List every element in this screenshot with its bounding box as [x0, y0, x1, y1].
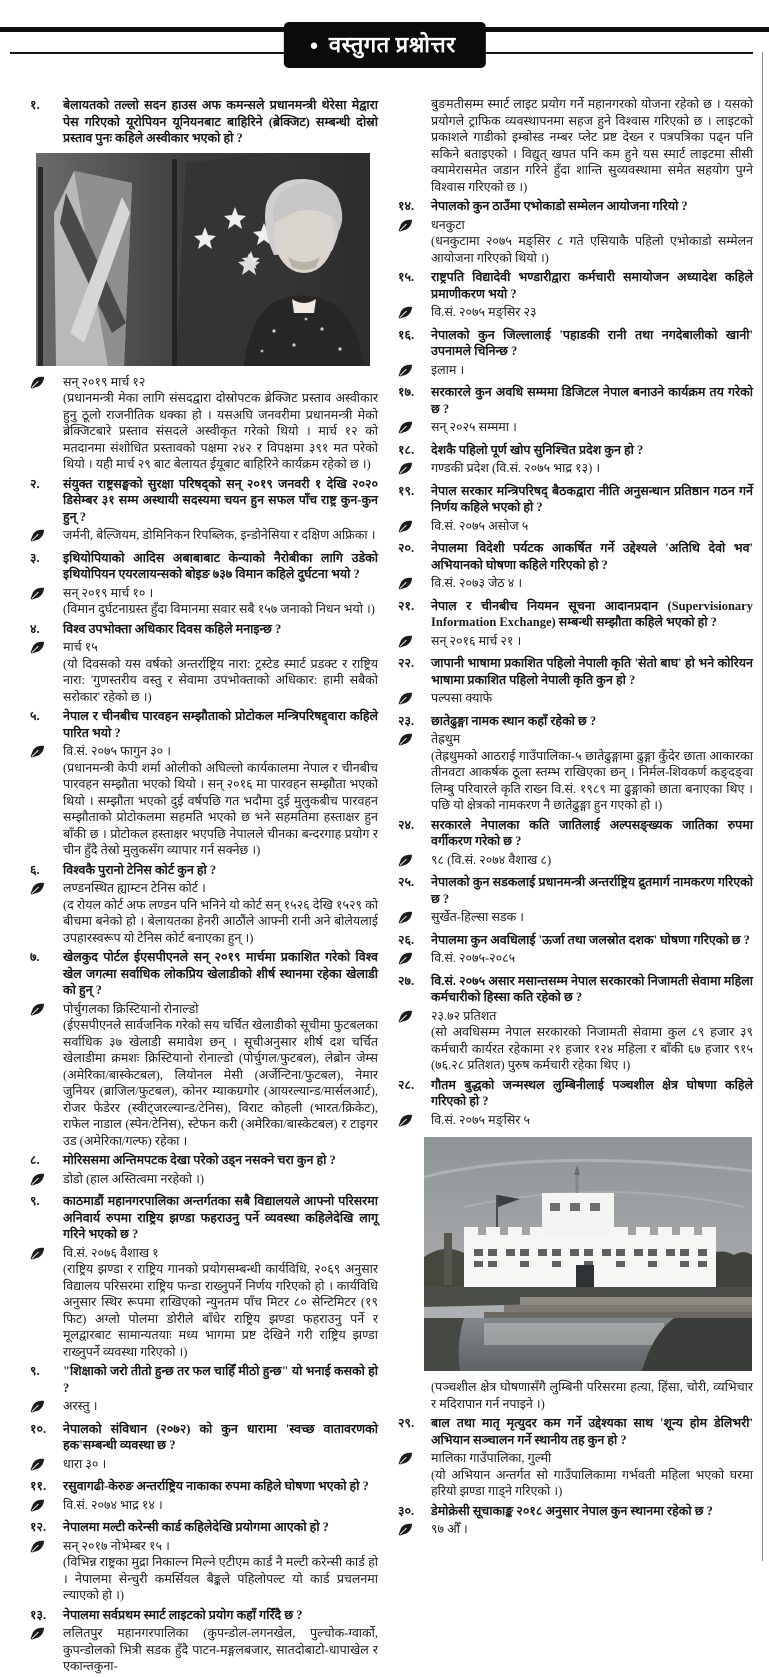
- answer-item: [398, 909, 753, 929]
- question-text: देशकै पहिलो पूर्ण खोप सुनिश्चित प्रदेश कुन हो ?: [431, 442, 644, 457]
- question-item: [30, 550, 378, 583]
- answer-item: [398, 419, 753, 439]
- answer-text: [63, 585, 378, 618]
- question-text: गौतम बुद्धको जन्मस्थल लुम्बिनीलाई पञ्चशील क्षेत्र घोषणा कहिले गरिएको हो ?: [431, 1077, 753, 1108]
- answer-pen-icon: [30, 1003, 45, 1016]
- answer-text: [63, 1497, 378, 1517]
- answer-item: [398, 217, 753, 267]
- answer-text: [431, 1008, 753, 1074]
- answer-note: (विमान दुर्घटनाग्रस्त हुँदा विमानमा सवार सबै १५७ जनाको निधन भयो ।): [63, 602, 375, 616]
- answer-item: [30, 374, 378, 473]
- answer-value: सन् २०१६ मार्च २१ ।: [431, 633, 522, 648]
- answer-note: (यो अभियान अन्तर्गत सो गाउँपालिकामा गर्भवती महिला भएको घरमा हरियो झण्डा गाड्ने गरिएको ।): [431, 1467, 753, 1498]
- question-number: २४.: [398, 817, 415, 832]
- answer-value: डोडो (हाल अस्तित्वमा नरहेको ।): [63, 1171, 205, 1186]
- question-number: २९.: [398, 1416, 415, 1430]
- question-text: "शिक्षाको जरो तीतो हुन्छ तर फल चाहिँ मीठो हुन्छ" यो भनाई कसको हो ?: [63, 1364, 378, 1395]
- answer-text: [63, 1538, 378, 1604]
- answer-item: [398, 362, 753, 382]
- question-item: [398, 442, 753, 459]
- question-number: ११.: [30, 1479, 47, 1493]
- answer-value: मालिका गाउँपालिका, गुल्मी: [431, 1451, 552, 1465]
- question-number: ३०.: [398, 1503, 415, 1518]
- answer-text: [63, 1398, 378, 1418]
- question-text: वि.सं. २०७५ असार मसान्तसम्म नेपाल सरकारको निजामती सेवामा महिला कर्मचारीको हिस्सा कति रहेको छ ?: [431, 973, 753, 1004]
- answer-value: लण्डनस्थित ह्याम्टन टेनिस कोर्ट ।: [63, 881, 206, 895]
- answer-value: तेह्रथुम: [431, 732, 461, 746]
- answer-text: [431, 460, 753, 480]
- question-item: [30, 1363, 378, 1396]
- answer-text: [431, 1450, 753, 1500]
- answer-value: धनकुटा: [431, 217, 465, 232]
- question-item: [30, 1607, 378, 1624]
- answer-value: ९८ (वि.सं. २०७४ वैशाख ८): [431, 852, 552, 867]
- answer-value: धारा ३० ।: [63, 1456, 107, 1471]
- answer-pen-icon: [398, 1010, 413, 1023]
- question-item: [398, 483, 753, 516]
- question-number: २५.: [398, 875, 415, 889]
- question-number: २३.: [398, 713, 415, 728]
- answer-pen-icon: [398, 306, 413, 319]
- answer-note: (प्रधानमन्त्री मेका लागि संसदद्वारा दोस्रोपटक ब्रेक्जिट प्रस्ताव अस्वीकार हुनु ठूलो राजनीतिक धक्का हो । यसअघि जनवरीमा प्रधानमन्त्री मेको ब्रेक्जिटबारे प्रस्ताव संसदले अस्वीकृत गरेको थियो । मार्च १२ को मतदानमा संशोधित प्रस्तावको पक्षमा २४२ र विपक्षमा ३९१ मत परेको थियो । यही मार्च २९ बाट बेलायत ईयूबाट बाहिरिने कार्यक्रम रहेको छ ।): [63, 391, 378, 471]
- answer-marker: [30, 880, 63, 946]
- question-number: ६.: [30, 862, 40, 877]
- question-text: विश्व उपभोक्ता अधिकार दिवस कहिले मनाइन्छ ?: [63, 621, 282, 636]
- answer-note: (तेह्रथुमको आठराई गाउँपालिका-५ छातेढुङ्गामा ढुङ्गा कुँदेर छाता आकारका तीनवटा आकर्षक ठूला स्तम्भ राखिएका छन् । निर्मल-शिवकर्ण कङ्दङ्वा लिम्बु परिवारले कृति राख्न वि.सं. १९८९ मा ढुङ्गाको छाता बनाएका थिए । पछि यो क्षेत्रको नामकरण नै छातेढुङ्गा हुन गएको हो ।): [431, 748, 753, 812]
- answer-note: (प्रधानमन्त्री केपी शर्मा ओलीको अघिल्लो कार्यकालमा नेपाल र चीनबीच पारवहन सम्झौता भएको थियो । सन् २०१६ मा पारवहन सम्झौता भएको थियो । सम्झौता भएको दुई वर्षपछि गत भदौमा दुई मुलुकबीच पारवहन सम्झौताको प्रोटोकलमा सहमति भएको छ भने सहमतिमा हस्ताक्षर हुन बाँकी छ । प्रोटोकल हस्ताक्षर भएपछि नेपालले चीनका बन्दरगाह प्रयोग र चीन हुँदै तेस्रो मुलुकसँग व्यापार गर्न सक्नेछ ।): [63, 760, 378, 857]
- question-text: इथियोपियाको आदिस अबाबाबाट केन्याको नैरोबीका लागि उडेको इथियोपियन एयरलायन्सको बोइङ ७३७ विमान कहिले दुर्घटना भयो ?: [63, 550, 378, 581]
- answer-marker: [398, 304, 431, 324]
- question-text: नेपालमा कुन अवधिलाई 'ऊर्जा तथा जलस्रोत दशक' घोषणा गरिएको छ ?: [431, 932, 750, 947]
- question-number: १३.: [30, 1607, 47, 1622]
- answer-item: [398, 731, 753, 814]
- question-text: मोरिससमा अन्तिमपटक देखा परेको उड्न नसक्ने चरा कुन हो ?: [63, 1153, 336, 1167]
- answer-item: [398, 1521, 753, 1541]
- question-number: १२.: [30, 1520, 47, 1534]
- question-text: सरकारले कुन अवधि सम्ममा डिजिटल नेपाल बनाउने कार्यक्रम तय गरेको छ ?: [431, 385, 753, 416]
- question-text: नेपालको कुन ठाउँमा एभोकाडो सम्मेलन आयोजना गरियो ?: [431, 199, 688, 213]
- page-title-text: वस्तुगत प्रश्नोत्तर: [328, 32, 456, 57]
- answer-value: सन् २०२५ सम्ममा ।: [431, 420, 517, 434]
- answer-text: [431, 1112, 753, 1132]
- answer-marker: [398, 1112, 431, 1132]
- answer-marker: [398, 1521, 431, 1541]
- question-text: नेपालमा सर्वप्रथम स्मार्ट लाइटको प्रयोग कहाँ गरिँदै छ ?: [63, 1607, 303, 1622]
- question-item: [398, 973, 753, 1006]
- answer-pen-icon: [30, 641, 45, 654]
- answer-value: वि.सं. २०७४ भाद्र १४ ।: [63, 1497, 163, 1512]
- answer-value: २३.७२ प्रतिशत: [431, 1008, 497, 1023]
- answer-item: [398, 690, 753, 710]
- answer-item: [398, 460, 753, 480]
- answer-item: [30, 1625, 378, 1675]
- answer-text: [431, 852, 753, 872]
- answer-item: [398, 304, 753, 324]
- answer-marker: [30, 1538, 63, 1604]
- header: [0, 22, 769, 84]
- question-text: नेपालमा विदेशी पर्यटक आकर्षित गर्ने उद्देश्यले 'अतिथि देवो भव' अभियानको घोषणा कहिले गरिएको हो ?: [431, 541, 753, 572]
- answer-item: [398, 575, 753, 595]
- answer-text: [431, 518, 753, 538]
- question-text: नेपाल सरकार मन्त्रिपरिषद् बैठकद्वारा नीति अनुसन्धान प्रतिष्ठान गठन गर्ने निर्णय कहिले भएको हो ?: [431, 483, 753, 514]
- question-item: [398, 327, 753, 360]
- answer-pen-icon: [398, 364, 413, 377]
- answer-text: [63, 1456, 378, 1476]
- question-item: [30, 1421, 378, 1454]
- answer-value: वि.सं. २०७५ असोज ५: [431, 518, 529, 533]
- question-number: २७.: [398, 973, 415, 988]
- answer-marker: [30, 1245, 63, 1361]
- page-title: [283, 22, 485, 68]
- answer-marker: [398, 690, 431, 710]
- bullet-icon: ●: [309, 38, 319, 54]
- answer-value: अरस्तु ।: [63, 1399, 98, 1413]
- answer-value: पोर्चुगलका क्रिस्टियानो रोनाल्डो: [63, 1001, 199, 1016]
- question-text: बेलायतको तल्लो सदन हाउस अफ कमन्सले प्रधानमन्त्री थेरेसा मेद्वारा पेस गरिएको यूरोपियन यूनियनबाट बाहिरिने (ब्रेक्जिट) सम्बन्धी दोस्रो प्रस्ताव पुनः कहिले अस्वीकार भएको हो ?: [63, 98, 378, 145]
- answer-item: [30, 880, 378, 946]
- answer-marker: [398, 731, 431, 814]
- question-number: १४.: [398, 199, 415, 213]
- question-item: [398, 1503, 753, 1520]
- question-text: सरकारले नेपालका कति जातिलाई अल्पसङ्ख्यक जातिका रुपमा वर्गीकरण गरेको छ ?: [431, 817, 753, 848]
- answer-marker: [398, 1450, 431, 1500]
- question-text: जापानी भाषामा प्रकाशित पहिलो नेपाली कृति 'सेतो बाघ' हो भने कोरियन भाषामा प्रकाशित पहिलो नेपाली कृति कुन हो ?: [431, 656, 753, 687]
- content-columns: [0, 84, 769, 1677]
- question-number: १९.: [398, 483, 415, 498]
- question-text: नेपालमा मल्टी करेन्सी कार्ड कहिलेदेखि प्रयोगमा आएको हो ?: [63, 1520, 329, 1534]
- question-text: काठमाडौं महानगरपालिका अन्तर्गतका सबै विद्यालयले आफ्नो परिसरमा अनिवार्य रुपमा राष्ट्रिय झण्डा फहराउनु पर्ने व्यवस्था कहिलेदेखि लागू गरिने भएको छ ?: [63, 1194, 378, 1241]
- answer-text: [431, 731, 753, 814]
- question-item: [398, 932, 753, 949]
- answer-pen-icon: [398, 421, 413, 434]
- question-item: [30, 1193, 378, 1243]
- answer-marker: [398, 950, 431, 970]
- question-text: नेपाल र चीनबीच पारवहन सम्झौताको प्रोटोकल मन्त्रिपरिषद्द्वारा कहिले पारित भयो ?: [63, 709, 378, 740]
- answer-item: [30, 585, 378, 618]
- answer-marker: [30, 585, 63, 618]
- answer-note: (यो दिवसको यस वर्षको अन्तर्राष्ट्रिय नारा: ट्रस्टेड स्मार्ट प्रडक्ट र राष्ट्रिय नारा: 'गुणस्तरीय वस्तु र सेवामा उपभोक्ताको अधिकार: हामी सबैको सरोकार' रहेको छ ।): [63, 656, 378, 704]
- answer-marker: [30, 1625, 63, 1675]
- answer-value: गण्डकी प्रदेश (वि.सं. २०७५ भाद्र १३) ।: [431, 461, 601, 475]
- question-number: २१.: [398, 598, 415, 613]
- answer-text: [431, 575, 753, 595]
- answer-value: सन् २०१९ मार्च १२: [63, 374, 146, 389]
- answer-text: [63, 639, 378, 705]
- question-item: [398, 874, 753, 907]
- answer-text: [63, 1245, 378, 1361]
- question-text: नेपालको कुन जिल्लालाई 'पहाडकी रानी तथा नगदेबालीको खानी' उपनामले चिनिन्छ ?: [431, 327, 753, 358]
- question-text: छातेढुङ्गा नामक स्थान कहाँ रहेको छ ?: [431, 713, 597, 728]
- question-number: ७.: [30, 950, 40, 964]
- answer-item: [30, 1171, 378, 1191]
- answer-pen-icon: [30, 1540, 45, 1553]
- answer-value: ९७ औँ ।: [431, 1522, 468, 1536]
- answer-pen-icon: [398, 1114, 413, 1127]
- answer-marker: [398, 362, 431, 382]
- answer-value: मार्च १५: [63, 640, 98, 654]
- answer-pen-icon: [30, 587, 45, 600]
- column-right: [398, 94, 753, 1677]
- question-number: ९.: [30, 1364, 40, 1378]
- answer-item: [30, 1456, 378, 1476]
- question-number: १८.: [398, 442, 415, 457]
- answer-marker: [30, 639, 63, 705]
- answer-pen-icon: [398, 911, 413, 924]
- question-item: [398, 384, 753, 417]
- question-item: [30, 621, 378, 638]
- question-text: बाल तथा मातृ मृत्युदर कम गर्ने उद्देश्यका साथ 'शून्य होम डेलिभरी' अभियान सञ्चालन गर्ने स्थानीय तह कुन हो ?: [431, 1416, 753, 1447]
- question-item: [398, 1415, 753, 1448]
- answer-text: [431, 217, 753, 267]
- answer-item: [398, 950, 753, 970]
- question-item: [398, 198, 753, 215]
- question-item: [30, 1152, 378, 1169]
- answer-text: [431, 304, 753, 324]
- answer-text: [431, 690, 753, 710]
- question-text: नेपालको संविधान (२०७२) को कुन धारामा 'स्वच्छ वातावरणको हक'सम्बन्धी व्यवस्था छ ?: [63, 1421, 378, 1452]
- question-number: ५.: [30, 709, 40, 723]
- answer-pen-icon: [30, 376, 45, 389]
- answer-pen-icon: [398, 854, 413, 867]
- question-number: १५.: [398, 270, 415, 284]
- answer-pen-icon: [398, 462, 413, 475]
- answer-marker: [398, 852, 431, 872]
- answer-note: (विभिन्न राष्ट्रका मुद्रा निकाल्न मिल्ने एटीएम कार्ड नै मल्टी करेन्सी कार्ड हो । नेपालमा सेन्चुरी कमर्सियल बैङ्कले पहिलोपल्ट यो कार्ड प्रचलनमा ल्याएको हो ।): [63, 1555, 378, 1602]
- answer-pen-icon: [398, 1523, 413, 1536]
- question-text: नेपाल र चीनबीच नियमन सूचना आदानप्रदान (Supervisionary Information Exchange) सम्बन्धी सम्झौता कहिले भएको हो ?: [431, 598, 753, 629]
- answer-text: [431, 1521, 753, 1541]
- answer-value: वि.सं. २०७५ मङ्सिर ५: [431, 1112, 531, 1127]
- answer-marker: [398, 575, 431, 595]
- answer-value: ललितपुर महानगरपालिका (कुपन्डोल-लगनखेल, पुल्चोक-ग्वार्को, कुपन्डोलको भित्री सडक हुँदै पाटन-मङ्गलबजार, सातदोबाटो-धापाखेल र एकान्तकुना-: [63, 1626, 378, 1673]
- question-number: १६.: [398, 327, 415, 342]
- answer-text: [431, 419, 753, 439]
- answer-pen-icon: [30, 1499, 45, 1512]
- answer-pen-icon: [398, 520, 413, 533]
- continuation-paragraph: बुङमतीसम्म स्मार्ट लाइट प्रयोग गर्ने महानगरको योजना रहेको छ । यसको प्रयोगले ट्राफिक व्यवस्थापनमा सहज हुने विश्वास गरिएको छ । लाइटको प्रकाशले गाडीको इम्बोस्ड नम्बर प्लेट प्रष्ट देख्न र पत्रपत्रिका पढ्न पनि सकिने बताइएको । विद्युत् खपत पनि कम हुने यस स्मार्ट लाइटमा सीसी क्यामेरासमेत जडान गरिने हुँदा शान्ति सुव्यवस्थामा समेत सहयोग पुग्ने विश्वास गरिएको छ ।): [431, 97, 753, 194]
- answer-marker: [398, 518, 431, 538]
- answer-value: पल्पसा क्याफे: [431, 691, 493, 705]
- answer-text: [431, 633, 753, 653]
- question-item: [398, 817, 753, 850]
- question-item: [30, 949, 378, 999]
- question-number: ४.: [30, 621, 40, 636]
- answer-item: [398, 1450, 753, 1500]
- question-number: २.: [30, 476, 40, 491]
- question-item: [30, 97, 378, 147]
- lumbini-mayadevi-temple-photo: [424, 1137, 753, 1371]
- answer-pen-icon: [398, 952, 413, 965]
- continuation-paragraph: (पञ्चशील क्षेत्र घोषणासँगै लुम्बिनी परिसरमा हत्या, हिंसा, चोरी, व्यभिचार र मदिरापान गर्न नपाइने ।): [431, 1380, 753, 1411]
- answer-item: [398, 1112, 753, 1132]
- answer-value: वि.सं. २०७६ वैशाख १: [63, 1245, 159, 1260]
- answer-pen-icon: [398, 733, 413, 746]
- answer-item: [30, 1245, 378, 1361]
- question-text: संयुक्त राष्ट्रसङ्घको सुरक्षा परिषद्को सन् २०१९ जनवरी १ देखि २०२० डिसेम्बर ३१ सम्म अस्थायी सदस्यमा चयन हुन सफल पाँच राष्ट्र कुन-कुन हुन् ?: [63, 476, 378, 524]
- question-number: १०.: [30, 1421, 47, 1436]
- question-item: [30, 862, 378, 879]
- question-text: विश्वकै पुरानो टेनिस कोर्ट कुन हो ?: [63, 862, 217, 877]
- question-text: नेपालको कुन सडकलाई प्रधानमन्त्री अन्तर्राष्ट्रिय द्रुतमार्ग नामकरण गरिएको छ ?: [431, 875, 753, 906]
- question-number: २०.: [398, 541, 415, 555]
- answer-pen-icon: [30, 1247, 45, 1260]
- question-item: [398, 540, 753, 573]
- answer-pen-icon: [30, 745, 45, 758]
- question-item: [30, 1478, 378, 1495]
- answer-item: [30, 639, 378, 705]
- answer-item: [398, 633, 753, 653]
- answer-value: जर्मनी, बेल्जियम, डोमिनिकन रिपब्लिक, इन्डोनेसिया र दक्षिण अफ्रिका ।: [63, 528, 376, 542]
- question-item: [398, 655, 753, 688]
- question-item: [398, 713, 753, 730]
- answer-note: (सो अवधिसम्म नेपाल सरकारको निजामती सेवामा कुल ८९ हजार ३९ कर्मचारी कार्यरत रहेकामा २१ हजार १२४ महिला र बाँकी ६७ हजार ९१५ (७६.२८ प्रतिशत) पुरुष कर्मचारी रहेका थिए ।): [431, 1025, 753, 1072]
- answer-value: इलाम ।: [431, 362, 465, 377]
- question-text: खेलकुद पोर्टल ईएसपीएनले सन् २०१९ मार्चमा प्रकाशित गरेको विश्व खेल जगत्मा सर्वाधिक लोकप्रिय खेलाडीको शीर्ष स्थानमा रहेका खेलाडी को हुन् ?: [63, 950, 378, 997]
- answer-text: [63, 880, 378, 946]
- question-number: ९.: [30, 1194, 40, 1208]
- answer-marker: [30, 743, 63, 859]
- answer-marker: [398, 419, 431, 439]
- answer-text: [63, 527, 378, 547]
- answer-item: [30, 527, 378, 547]
- question-number: २८.: [398, 1077, 415, 1092]
- answer-marker: [398, 460, 431, 480]
- answer-text: [431, 950, 753, 970]
- answer-marker: [398, 909, 431, 929]
- answer-pen-icon: [30, 1627, 45, 1640]
- answer-marker: [30, 1171, 63, 1191]
- answer-note: (ईएसपीएनले सार्वजनिक गरेको सय चर्चित खेलाडीको सूचीमा फुटबलका सर्वाधिक ३७ खेलाडी समावेश छन् । सूचीअनुसार शीर्ष दश चर्चित खेलाडीमा क्रमशः क्रिस्टियानो रोनाल्डो (पोर्चुगल/फुटबल), लेब्रोन जेम्स (अमेरिका/बास्केटबल), लियोनल मेसी (अर्जेन्टिना/फुटबल), नेमार जुनियर (ब्राजिल/फुटबल), कोनर म्याकग्रगोर (आयरल्यान्ड/मार्सलआर्ट), रोजर फेडेरर (स्वीट्जरल्यान्ड/टेनिस), विराट कोहली (भारत/क्रिकेट), राफेल नाडाल (स्पेन/टेनिस), स्टेफन करी (अमेरिका/बास्केटबल) र टाइगर उड (अमेरिका/गल्फ) रहेका ।: [63, 1018, 378, 1148]
- answer-item: [30, 1538, 378, 1604]
- answer-pen-icon: [398, 692, 413, 705]
- answer-item: [398, 852, 753, 872]
- answer-value: वि.सं. २०७५-२०८५: [431, 951, 516, 965]
- answer-value: वि.सं. २०७५ फागुन ३० ।: [63, 744, 171, 758]
- answer-item: [30, 1398, 378, 1418]
- question-text: राष्ट्रपति विद्यादेवी भण्डारीद्वारा कर्मचारी समायोजन अध्यादेश कहिले प्रमाणीकरण भयो ?: [431, 270, 753, 301]
- answer-value: सन् २०१७ नोभेम्बर १५ ।: [63, 1538, 170, 1553]
- theresa-may-photo: [36, 153, 378, 366]
- answer-pen-icon: [30, 882, 45, 895]
- answer-pen-icon: [30, 1400, 45, 1413]
- answer-item: [398, 518, 753, 538]
- column-left: [30, 94, 378, 1677]
- question-text: डेमोक्रेसी सूचाकाङ्क २०१८ अनुसार नेपाल कुन स्थानमा रहेको छ ?: [431, 1503, 713, 1518]
- question-item: [30, 476, 378, 526]
- question-item: [30, 1519, 378, 1536]
- answer-pen-icon: [398, 219, 413, 232]
- answer-value: सन् २०१९ मार्च १० ।: [63, 585, 154, 600]
- answer-pen-icon: [30, 529, 45, 542]
- answer-item: [30, 743, 378, 859]
- question-number: ८.: [30, 1153, 40, 1167]
- answer-note: (राष्ट्रिय झण्डा र राष्ट्रिय गानको प्रयोगसम्बन्धी कार्यविधि, २०६९ अनुसार विद्यालय परिसरमा राष्ट्रिय फन्डा राख्नुपर्ने निर्णय गरिएको हो । कार्यविधि अनुसार स्थिर रूपमा राखिएको न्युनतम पाँच मिटर ८० सेन्टिमिटर (१९ फिट) अग्लो पोलमा डोरीले बाँधेर राष्ट्रिय झण्डा फहराउनु पर्ने र मूलद्वारबाट सामान्यतयाः मध्य भागमा प्रष्ट देखिने गरी राष्ट्रिय झण्डा राख्नुपर्ने व्यवस्था गरिएको ।): [63, 1262, 378, 1359]
- answer-marker: [398, 217, 431, 267]
- answer-pen-icon: [398, 635, 413, 648]
- answer-item: [30, 1001, 378, 1150]
- answer-marker: [30, 374, 63, 473]
- answer-item: [398, 1008, 753, 1074]
- answer-text: [431, 362, 753, 382]
- answer-marker: [398, 633, 431, 653]
- answer-text: [63, 1171, 378, 1191]
- question-number: १७.: [398, 385, 415, 399]
- answer-pen-icon: [398, 577, 413, 590]
- answer-value: वि.सं. २०७३ जेठ ४ ।: [431, 576, 523, 590]
- question-number: २६.: [398, 932, 415, 947]
- question-item: [30, 708, 378, 741]
- answer-marker: [30, 1497, 63, 1517]
- answer-marker: [30, 1398, 63, 1418]
- answer-pen-icon: [398, 1452, 413, 1465]
- answer-marker: [398, 1008, 431, 1074]
- answer-item: [30, 1497, 378, 1517]
- answer-note: (धनकुटामा २०७५ मङ्सिर ८ गते एसियाकै पहिलो एभोकाडो सम्मेलन आयोजना गरिएको थियो ।): [431, 234, 753, 265]
- answer-text: [63, 743, 378, 859]
- question-item: [398, 598, 753, 631]
- question-number: ३.: [30, 550, 40, 565]
- answer-text: [63, 1001, 378, 1150]
- question-item: [398, 269, 753, 302]
- answer-text: [63, 374, 378, 473]
- answer-note: (द रोयल कोर्ट अफ लण्डन पनि भनिने यो कोर्ट सन् १५२६ देखि १५२९ को बीचमा बनेको हो । बेलायतका हेनरी आठौंले आफ्नी रानी अने बोलेयलाई उपहारस्वरूप यो टेनिस कोर्ट बनाएका हुन् ।): [63, 897, 378, 945]
- page-edge-rule: [762, 52, 763, 1561]
- question-number: १.: [30, 98, 40, 112]
- answer-marker: [30, 1001, 63, 1150]
- answer-marker: [30, 1456, 63, 1476]
- answer-text: [431, 909, 753, 929]
- question-text: रसुवागढी-केरुङ अन्तर्राष्ट्रिय नाकाका रुपमा कहिले घोषणा भएको हो ?: [63, 1479, 369, 1493]
- answer-value: सुर्खेत-हिल्सा सडक ।: [431, 910, 525, 924]
- answer-pen-icon: [30, 1173, 45, 1186]
- answer-pen-icon: [30, 1458, 45, 1471]
- answer-marker: [30, 527, 63, 547]
- question-number: २२.: [398, 656, 415, 670]
- answer-value: वि.सं. २०७५ मङ्सिर २३: [431, 305, 537, 319]
- answer-text: [63, 1625, 378, 1675]
- question-item: [398, 1077, 753, 1110]
